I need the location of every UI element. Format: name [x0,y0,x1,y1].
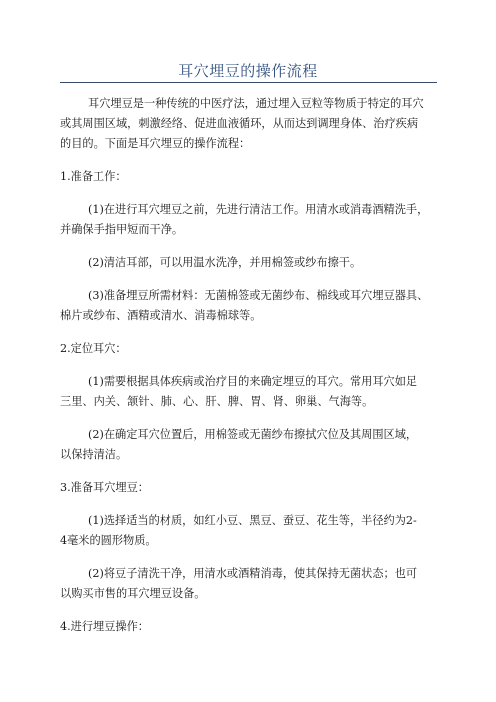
step-2-1-line-2: 三里、内关、颔针、肺、心、肝、脾、胃、肾、卵巢、气海等。 [60,395,374,408]
step-2-2-line-2: 以保持清洁。 [60,448,128,461]
title-underline [60,82,437,83]
step-1-3-line-2: 棉片或纱布、酒精或清水、消毒棉球等。 [60,309,262,322]
step-1-2-line-1: (2)清洁耳部，可以用温水洗净，并用棉签或纱布擦干。 [88,256,362,269]
intro-line-2: 或其周围区域，刺激经络、促进血液循环，从而达到调理身体、治疗疾病 [60,117,419,130]
step-3-1-line-2: 4毫米的圆形物质。 [60,534,157,547]
step-3-1-line-1: (1)选择适当的材质，如红小豆、黑豆、蚕豆、花生等，半径约为2- [88,514,417,527]
section-heading-4: 4.进行埋豆操作： [60,620,149,633]
section-heading-1: 1.准备工作： [60,170,127,183]
intro-line-3: 的目的。下面是耳穴埋豆的操作流程： [60,137,251,150]
step-2-1-line-1: (1)需要根据具体疾病或治疗目的来确定埋豆的耳穴。常用耳穴如足 [88,375,418,388]
step-1-1-line-1: (1)在进行耳穴埋豆之前，先进行清洁工作。用清水或消毒酒精洗手， [88,203,429,216]
step-1-3-line-1: (3)准备埋豆所需材料：无菌棉签或无菌纱布、棉线或耳穴埋豆器具、 [88,289,429,302]
section-heading-2: 2.定位耳穴： [60,342,127,355]
step-3-2-line-1: (2)将豆子清洗干净，用清水或酒精消毒，使其保持无菌状态；也可 [88,567,418,580]
section-heading-3: 3.准备耳穴埋豆： [60,481,149,494]
page-title: 耳穴埋豆的操作流程 [178,62,318,80]
step-1-1-line-2: 并确保手指甲短而干净。 [60,223,184,236]
step-2-2-line-1: (2)在确定耳穴位置后，用棉签或无菌纱布擦拭穴位及其周围区域， [88,428,418,441]
intro-line-1: 耳穴埋豆是一种传统的中医疗法，通过埋入豆粒等物质于特定的耳穴 [88,97,424,110]
step-3-2-line-2: 以购买市售的耳穴埋豆设备。 [60,587,206,600]
